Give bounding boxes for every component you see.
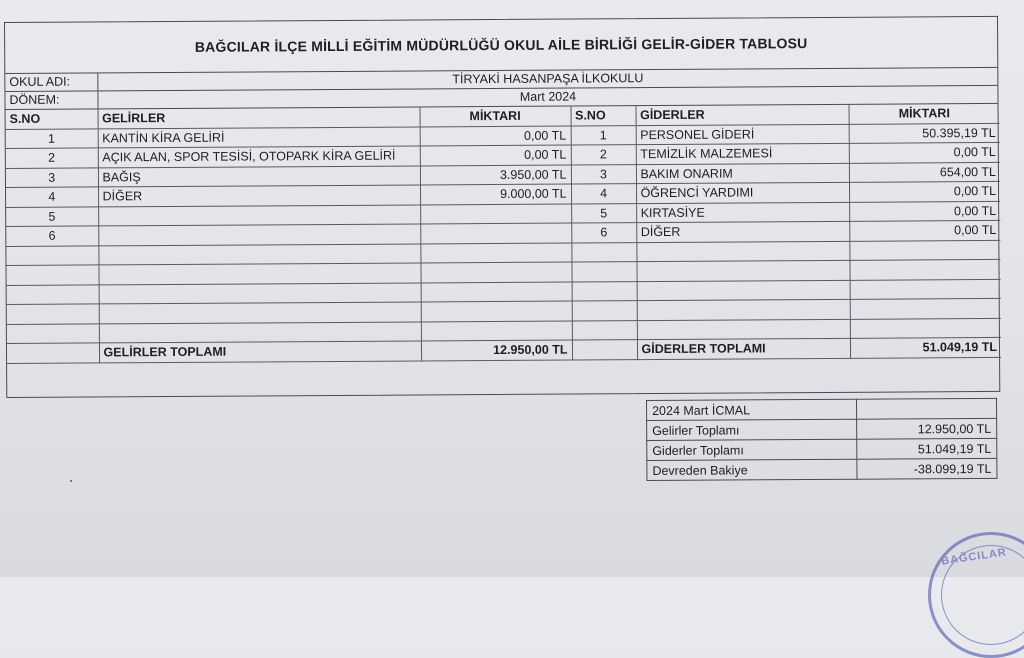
official-stamp [928, 532, 1024, 658]
gider-kalem: DİĞER [636, 221, 849, 242]
gider-tutar: 654,00 TL [849, 162, 1000, 182]
gelir-kalem: KANTİN KİRA GELİRİ [98, 126, 420, 147]
gelirler-toplami-value: 12.950,00 TL [421, 340, 572, 360]
header-miktari-2: MİKTARI [849, 104, 1000, 124]
gelir-kalem [98, 224, 420, 245]
gelir-no: 1 [6, 128, 98, 148]
gider-tutar: 50.395,19 TL [849, 123, 1000, 143]
gelir-tutar [420, 204, 571, 224]
gelir-kalem: BAĞIŞ [98, 165, 420, 186]
gelir-gider-sheet [4, 16, 1000, 398]
gelir-no: 4 [6, 187, 98, 207]
gelir-kalem: AÇIK ALAN, SPOR TESİSİ, OTOPARK KİRA GELİRİ [98, 146, 420, 167]
stamp-text: BAĞCILAR [940, 546, 1008, 568]
icmal-row [647, 458, 997, 480]
gider-tutar: 0,00 TL [849, 142, 1000, 162]
icmal-table [646, 398, 997, 481]
header-giderler: GİDERLER [636, 105, 849, 125]
header-sno-2: S.NO [571, 106, 636, 125]
icmal-label: Gelirler Toplamı [647, 419, 857, 440]
gider-kalem: ÖĞRENCİ YARDIMI [636, 182, 849, 203]
gelir-tutar: 0,00 TL [420, 145, 571, 165]
gider-no: 4 [571, 184, 636, 204]
gider-no: 2 [571, 145, 636, 165]
gider-no: 5 [571, 203, 636, 223]
donem-value: Mart 2024 [97, 86, 997, 108]
gider-no: 3 [571, 164, 636, 184]
header-miktari: MİKTARI [420, 107, 571, 127]
gider-kalem: TEMİZLİK MALZEMESİ [636, 143, 849, 164]
gelir-tutar: 9.000,00 TL [420, 184, 571, 204]
icmal-label: Devreden Bakiye [647, 459, 857, 480]
okul-adi-value: TİRYAKİ HASANPAŞA İLKOKULU [97, 68, 997, 90]
gider-no: 1 [571, 125, 636, 145]
icmal-label: Giderler Toplamı [647, 439, 857, 460]
icmal-value: 12.950,00 TL [857, 418, 997, 439]
gelir-no: 3 [6, 167, 98, 187]
okul-adi-label: OKUL ADI: [9, 74, 71, 89]
icmal-row [647, 418, 997, 440]
icmal-value: -38.099,19 TL [857, 458, 997, 479]
icmal-value: 51.049,19 TL [857, 438, 997, 459]
gelir-tutar [420, 223, 571, 243]
icmal-title-row [647, 398, 997, 420]
gider-kalem: PERSONEL GİDERİ [636, 124, 849, 145]
giderler-toplami-label: GİDERLER TOPLAMI [637, 338, 850, 359]
donem-label: DÖNEM: [9, 92, 60, 107]
header-sno: S.NO [6, 109, 98, 129]
paper-speck [70, 480, 72, 482]
gelir-no: 2 [6, 148, 98, 168]
icmal-row [647, 438, 997, 460]
gelir-kalem [98, 204, 420, 225]
gider-kalem: BAKIM ONARIM [636, 163, 849, 184]
header-gelirler: GELİRLER [98, 107, 420, 128]
gelir-tutar: 3.950,00 TL [420, 165, 571, 185]
gelir-kalem: DİĞER [98, 185, 420, 206]
gelir-no: 5 [6, 206, 98, 226]
gelir-no: 6 [6, 226, 98, 246]
gider-no: 6 [571, 223, 636, 243]
giderler-toplami-value: 51.049,19 TL [850, 337, 1001, 357]
gelir-tutar: 0,00 TL [420, 126, 571, 146]
document-title: BAĞCILAR İLÇE MİLLİ EĞİTİM MÜDÜRLÜĞÜ OKUL AİLE BİRLİĞİ GELİR-GİDER TABLOSU [5, 17, 997, 74]
icmal-title: 2024 Mart İCMAL [647, 399, 857, 420]
gelir-gider-table [6, 104, 1002, 364]
gelirler-toplami-label: GELİRLER TOPLAMI [99, 341, 421, 362]
gider-tutar: 0,00 TL [849, 201, 1000, 221]
gider-kalem: KIRTASİYE [636, 202, 849, 223]
gider-tutar: 0,00 TL [849, 181, 1000, 201]
gider-tutar: 0,00 TL [849, 220, 1000, 240]
